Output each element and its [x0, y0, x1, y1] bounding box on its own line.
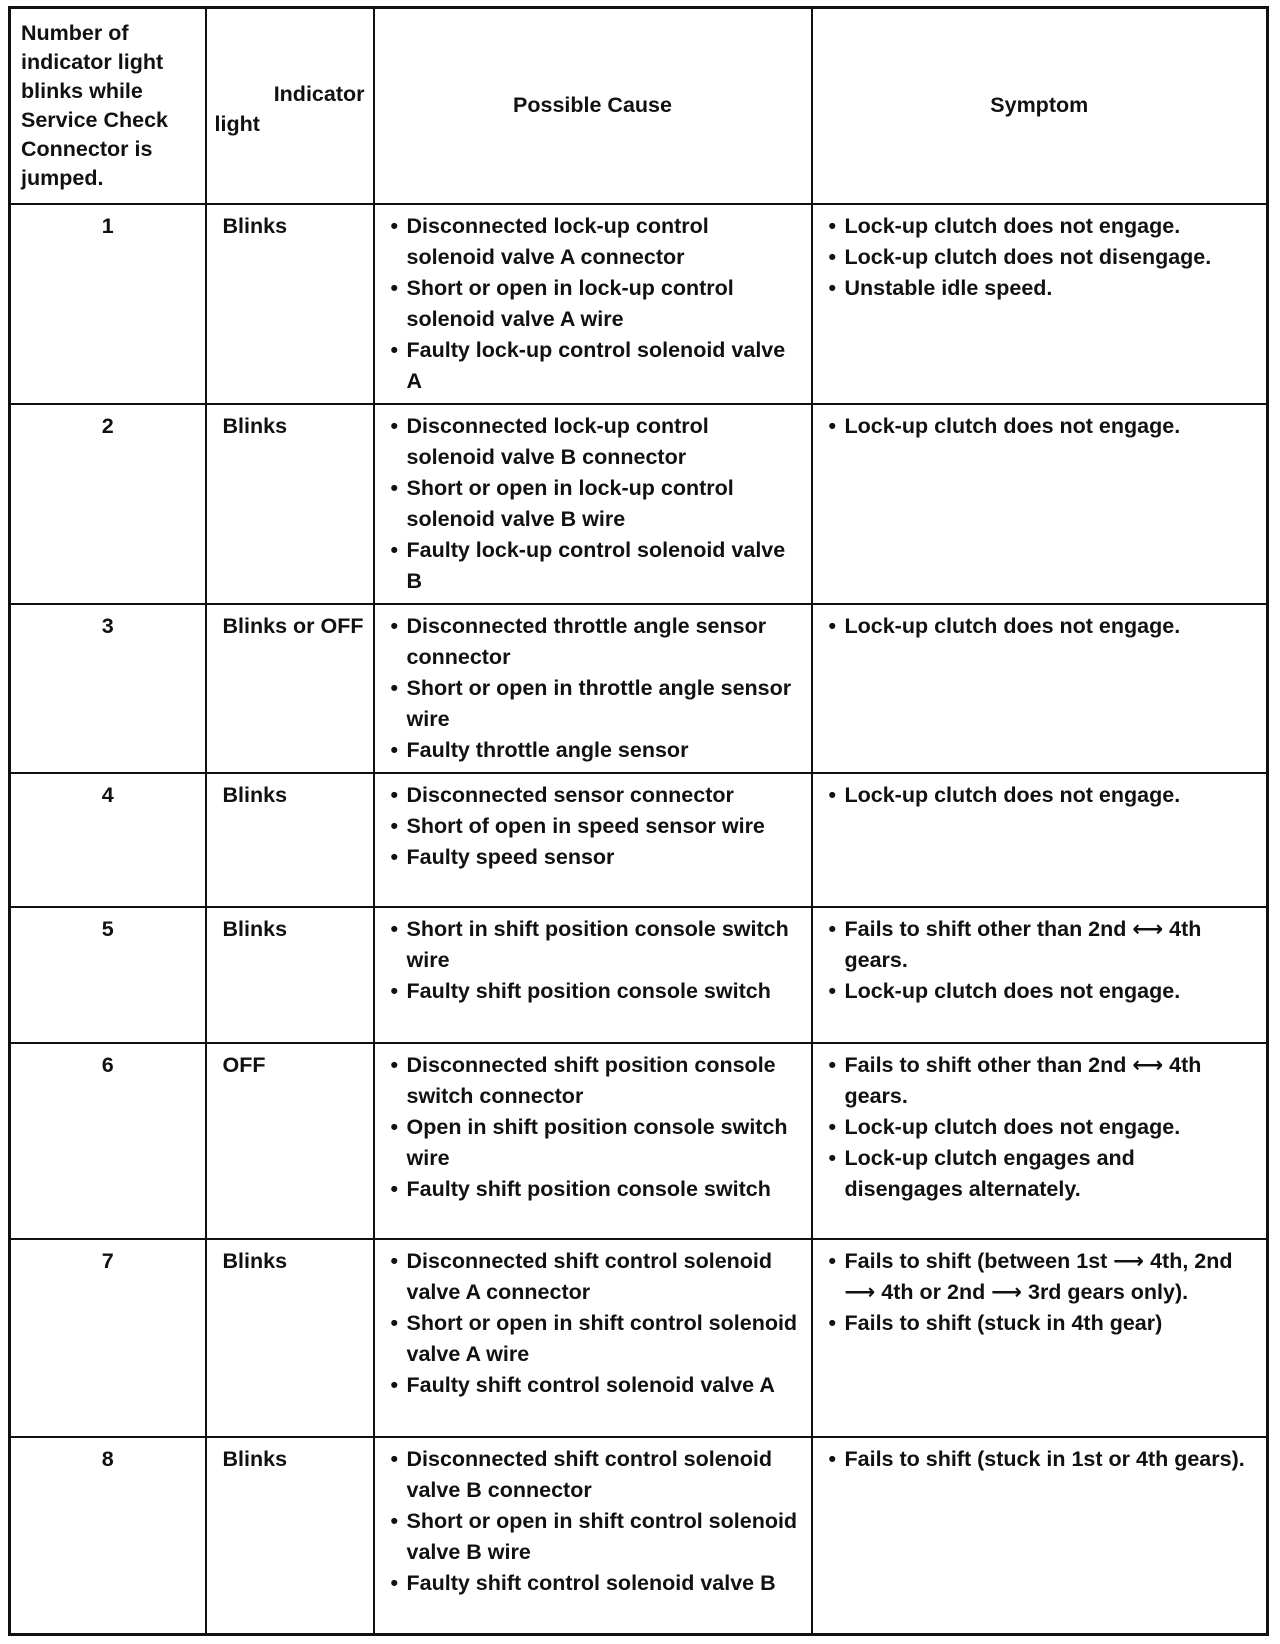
cause-item: • Short or open in shift control solenoid valve B wire	[389, 1506, 803, 1568]
cause-item: • Faulty shift control solenoid valve B	[389, 1568, 803, 1599]
symptom-list	[827, 211, 1259, 304]
cause-item: • Faulty shift position console switch	[389, 976, 803, 1007]
blink-count-cell: 8	[10, 1437, 206, 1635]
possible-cause-cell	[374, 1437, 812, 1635]
troubleshooting-table	[8, 6, 1269, 1636]
cause-item: • Short or open in shift control solenoid valve A wire	[389, 1308, 803, 1370]
blink-count-cell: 3	[10, 604, 206, 773]
cause-item: • Disconnected lock-up control solenoid valve A connector	[389, 211, 803, 273]
cause-list	[389, 914, 803, 1007]
cause-item: • Faulty shift position console switch	[389, 1174, 803, 1205]
header-possible-cause: Possible Cause	[374, 8, 812, 204]
cause-list	[389, 211, 803, 397]
symptom-item: • Lock-up clutch does not engage.	[827, 211, 1259, 242]
symptom-cell	[812, 604, 1268, 773]
symptom-item: • Fails to shift other than 2nd ⟷ 4th gears.	[827, 914, 1259, 976]
table-row	[10, 1239, 1268, 1437]
table-row	[10, 604, 1268, 773]
symptom-cell	[812, 907, 1268, 1043]
cause-list	[389, 411, 803, 597]
possible-cause-cell	[374, 1043, 812, 1239]
header-symptom: Symptom	[812, 8, 1268, 204]
cause-list	[389, 1444, 803, 1599]
symptom-list	[827, 1050, 1259, 1205]
indicator-light-cell: Blinks	[206, 204, 374, 404]
table-body	[10, 204, 1268, 1635]
cause-list	[389, 1050, 803, 1205]
cause-item: • Short or open in lock-up control solenoid valve A wire	[389, 273, 803, 335]
header-blink-count: Number of indicator light blinks while Service Check Connector is jumped.	[10, 8, 206, 204]
table-row	[10, 204, 1268, 404]
indicator-light-cell: Blinks or OFF	[206, 604, 374, 773]
symptom-item: • Lock-up clutch does not engage.	[827, 1112, 1259, 1143]
symptom-item: • Fails to shift (stuck in 1st or 4th gears).	[827, 1444, 1259, 1475]
cause-list	[389, 1246, 803, 1401]
symptom-cell	[812, 1239, 1268, 1437]
table-row	[10, 773, 1268, 907]
blink-count-cell: 6	[10, 1043, 206, 1239]
symptom-cell	[812, 773, 1268, 907]
cause-item: • Faulty speed sensor	[389, 842, 803, 873]
cause-item: • Faulty shift control solenoid valve A	[389, 1370, 803, 1401]
cause-item: • Short in shift position console switch wire	[389, 914, 803, 976]
possible-cause-cell	[374, 404, 812, 604]
symptom-item: • Lock-up clutch does not engage.	[827, 780, 1259, 811]
header-indicator-light	[206, 8, 374, 204]
table-row	[10, 404, 1268, 604]
symptom-cell	[812, 404, 1268, 604]
cause-item: • Faulty lock-up control solenoid valve B	[389, 535, 803, 597]
header-indicator-line1: Indicator	[273, 82, 365, 106]
cause-item: • Open in shift position console switch wire	[389, 1112, 803, 1174]
cause-item: • Disconnected shift control solenoid valve B connector	[389, 1444, 803, 1506]
cause-list	[389, 611, 803, 766]
blink-count-cell: 2	[10, 404, 206, 604]
cause-item: • Faulty lock-up control solenoid valve A	[389, 335, 803, 397]
cause-item: • Disconnected throttle angle sensor connector	[389, 611, 803, 673]
symptom-item: • Unstable idle speed.	[827, 273, 1259, 304]
cause-item: • Short of open in speed sensor wire	[389, 811, 803, 842]
cause-item: • Disconnected shift position console switch connector	[389, 1050, 803, 1112]
cause-item: • Short or open in lock-up control solenoid valve B wire	[389, 473, 803, 535]
table-row	[10, 1043, 1268, 1239]
indicator-light-cell: Blinks	[206, 907, 374, 1043]
symptom-cell	[812, 1437, 1268, 1635]
possible-cause-cell	[374, 773, 812, 907]
indicator-light-cell: Blinks	[206, 404, 374, 604]
symptom-item: • Fails to shift other than 2nd ⟷ 4th gears.	[827, 1050, 1259, 1112]
blink-count-cell: 5	[10, 907, 206, 1043]
symptom-item: • Lock-up clutch does not disengage.	[827, 242, 1259, 273]
cause-item: • Disconnected lock-up control solenoid valve B connector	[389, 411, 803, 473]
possible-cause-cell	[374, 604, 812, 773]
symptom-item: • Lock-up clutch does not engage.	[827, 411, 1259, 442]
symptom-list	[827, 1444, 1259, 1475]
header-indicator-line2: light	[214, 112, 260, 136]
symptom-cell	[812, 1043, 1268, 1239]
cause-item: • Short or open in throttle angle sensor wire	[389, 673, 803, 735]
indicator-light-cell: Blinks	[206, 773, 374, 907]
indicator-light-cell: Blinks	[206, 1239, 374, 1437]
cause-item: • Faulty throttle angle sensor	[389, 735, 803, 766]
table-row	[10, 1437, 1268, 1635]
symptom-item: • Fails to shift (stuck in 4th gear)	[827, 1308, 1259, 1339]
troubleshooting-page	[8, 6, 1266, 1636]
cause-item: • Disconnected shift control solenoid valve A connector	[389, 1246, 803, 1308]
table-row	[10, 907, 1268, 1043]
blink-count-cell: 4	[10, 773, 206, 907]
header-row	[10, 8, 1268, 204]
symptom-list	[827, 914, 1259, 1007]
symptom-item: • Fails to shift (between 1st ⟶ 4th, 2nd ⟶ 4th or 2nd ⟶ 3rd gears only).	[827, 1246, 1259, 1308]
symptom-item: • Lock-up clutch does not engage.	[827, 976, 1259, 1007]
symptom-cell	[812, 204, 1268, 404]
symptom-list	[827, 780, 1259, 811]
symptom-list	[827, 1246, 1259, 1339]
cause-item: • Disconnected sensor connector	[389, 780, 803, 811]
indicator-light-cell: OFF	[206, 1043, 374, 1239]
symptom-item: • Lock-up clutch does not engage.	[827, 611, 1259, 642]
indicator-light-cell: Blinks	[206, 1437, 374, 1635]
symptom-item: • Lock-up clutch engages and disengages alternately.	[827, 1143, 1259, 1205]
possible-cause-cell	[374, 204, 812, 404]
symptom-list	[827, 411, 1259, 442]
cause-list	[389, 780, 803, 873]
symptom-list	[827, 611, 1259, 642]
blink-count-cell: 1	[10, 204, 206, 404]
possible-cause-cell	[374, 1239, 812, 1437]
blink-count-cell: 7	[10, 1239, 206, 1437]
possible-cause-cell	[374, 907, 812, 1043]
